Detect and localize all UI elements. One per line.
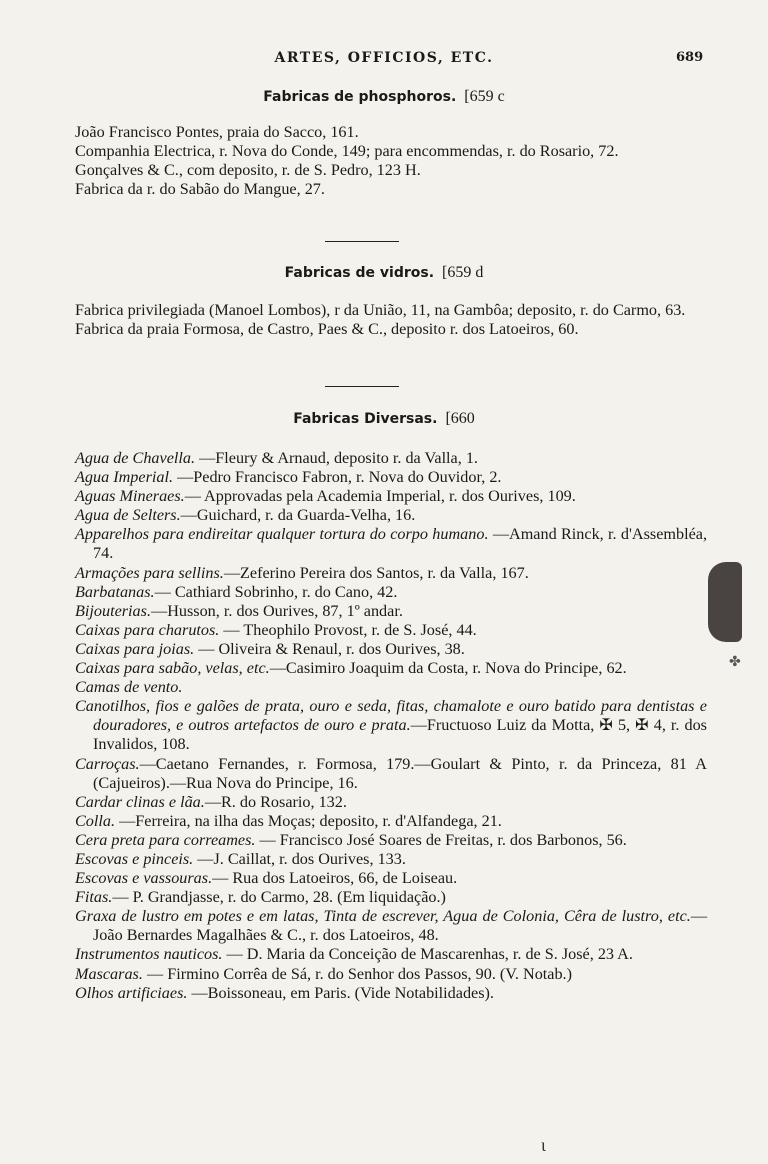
- section-heading-vidros: [0, 264, 768, 282]
- list-item: [75, 621, 707, 640]
- list-item: [75, 793, 707, 812]
- entry-label: Agua de Chavella.: [75, 449, 196, 467]
- section-number: [660: [445, 410, 475, 427]
- section-heading-diversas: [0, 410, 768, 428]
- entry-text: —Casimiro Joaquim da Costa, r. Nova do Principe, 62.: [269, 659, 627, 678]
- margin-ornament-icon: ✤: [729, 655, 741, 670]
- section-entries-phosphoros: [75, 123, 707, 199]
- entry-text: — Theophilo Provost, r. de S. José, 44.: [219, 620, 477, 639]
- entry-text: —Pedro Francisco Fabron, r. Nova do Ouvidor, 2.: [173, 468, 502, 487]
- entry-label: Camas de vento.: [75, 678, 183, 697]
- entry-label: Agua de Selters.: [75, 506, 181, 525]
- list-item: [75, 965, 707, 984]
- running-header: ARTES, OFFICIOS, ETC.: [274, 50, 494, 66]
- entry-label: Caixas para sabão, velas, etc.: [75, 659, 270, 678]
- list-item: [75, 984, 707, 1003]
- entry-text: — Approvadas pela Academia Imperial, r. dos Ourives, 109.: [184, 487, 576, 506]
- entry-text: — D. Maria da Conceição de Mascarenhas, r. de S. José, 23 A.: [222, 945, 633, 964]
- list-item: [75, 487, 707, 506]
- section-number: [659 d: [442, 264, 484, 281]
- entry-label: Caixas para joias.: [75, 639, 195, 658]
- entry-label: Agua Imperial.: [75, 468, 174, 487]
- list-item: [75, 583, 707, 602]
- entry-text: —Caetano Fernandes, r. Formosa, 179.—Goulart & Pinto, r. da Princeza, 81 A (Cajueiros).—Rua Nova do Principe, 16.: [93, 754, 707, 792]
- entry-text: —Guichard, r. da Guarda-Velha, 16.: [180, 506, 416, 525]
- list-item: [75, 525, 707, 563]
- margin-ink-blot: [708, 562, 742, 642]
- list-item: [75, 945, 707, 964]
- entry-label: Mascaras.: [75, 964, 143, 983]
- list-item: [75, 755, 707, 793]
- list-item: [75, 907, 707, 945]
- entry-text: — P. Grandjasse, r. do Carmo, 28. (Em liquidação.): [112, 888, 446, 907]
- entry-label: Armações para sellins.: [75, 563, 224, 582]
- entry-label: Instrumentos nauticos.: [75, 945, 223, 964]
- entry-text: —Zeferino Pereira dos Santos, r. da Valla, 167.: [223, 563, 529, 582]
- list-item: [75, 506, 707, 525]
- entry-text: —Amand Rinck, r. d'Assembléa, 74.: [93, 525, 707, 563]
- list-item: [75, 449, 707, 468]
- list-item: Fabrica da praia Formosa, de Castro, Paes & C., deposito r. dos Latoeiros, 60.: [75, 320, 579, 339]
- section-divider: [325, 386, 399, 387]
- list-item: [75, 697, 707, 754]
- list-item: [75, 602, 707, 621]
- entry-label: Carroças.: [75, 754, 140, 773]
- entry-label: Escovas e pinceis.: [75, 849, 194, 868]
- list-item: Fabrica da r. do Sabão do Mangue, 27.: [75, 180, 325, 199]
- list-item: Companhia Electrica, r. Nova do Conde, 149; para encommendas, r. do Rosario, 72.: [75, 142, 619, 161]
- list-item: Gonçalves & C., com deposito, r. de S. Pedro, 123 H.: [75, 161, 421, 180]
- list-item: [75, 659, 707, 678]
- entry-text: — Rua dos Latoeiros, 66, de Loiseau.: [212, 869, 458, 888]
- entry-label: Graxa de lustro em potes e em latas, Tinta de escrever, Agua de Colonia, Cêra de lustro, etc.: [75, 907, 691, 926]
- list-item: [75, 869, 707, 888]
- list-item: João Francisco Pontes, praia do Sacco, 161.: [75, 123, 359, 141]
- entry-text: — Cathiard Sobrinho, r. do Cano, 42.: [154, 582, 398, 601]
- entry-label: Cardar clinas e lãa.: [75, 792, 205, 811]
- entry-text: —Ferreira, na ilha das Moças; deposito, r. d'Alfandega, 21.: [115, 811, 502, 830]
- list-item: Fabrica privilegiada (Manoel Lombos), r da União, 11, na Gambôa; deposito, r. do Carmo, 63.: [75, 301, 686, 319]
- list-item: [75, 564, 707, 583]
- entry-label: Canotilhos, fios e galões de prata, ouro e seda, fitas, chamalote e ouro batido para dentistas e douradores, e outros artefactos de ouro e prata.: [75, 697, 707, 735]
- entry-label: Escovas e vassouras.: [75, 869, 213, 888]
- section-title: Fabricas Diversas.: [293, 411, 438, 427]
- entry-label: Cera preta para correames.: [75, 830, 256, 849]
- entry-label: Barbatanas.: [75, 582, 155, 601]
- entry-text: — Firmino Corrêa de Sá, r. do Senhor dos Passos, 90. (V. Notab.): [142, 964, 572, 983]
- section-title: Fabricas de vidros.: [284, 265, 435, 281]
- entry-label: Apparelhos para endireitar qualquer tortura do corpo humano.: [75, 525, 489, 544]
- section-divider: [325, 241, 399, 242]
- section-entries-vidros: [75, 301, 707, 339]
- entry-text: —Boissoneau, em Paris. (Vide Notabilidades).: [187, 983, 494, 1002]
- entry-text: — Francisco José Soares de Freitas, r. dos Barbonos, 56.: [255, 830, 627, 849]
- entry-text: —J. Caillat, r. dos Ourives, 133.: [193, 849, 406, 868]
- list-item: [75, 888, 707, 907]
- page-number: 689: [676, 50, 704, 65]
- entry-text: —Fructuoso Luiz da Motta, ✠ 5, ✠ 4, r. dos Invalidos, 108.: [93, 716, 707, 754]
- section-title: Fabricas de phosphoros.: [263, 89, 457, 105]
- entry-text: —Fleury & Arnaud, deposito r. da Valla, 1.: [195, 449, 478, 467]
- entry-text: —Husson, r. dos Ourives, 87, 1º andar.: [151, 601, 403, 620]
- entry-label: Aguas Mineraes.: [75, 487, 185, 506]
- list-item: [75, 640, 707, 659]
- entry-label: Bijouterias.: [75, 601, 151, 620]
- entry-text: — Oliveira & Renaul, r. dos Ourives, 38.: [194, 639, 465, 658]
- list-item: [75, 812, 707, 831]
- entry-text: — João Bernardes Magalhães & C., r. dos Latoeiros, 48.: [93, 907, 707, 945]
- entry-text: —R. do Rosario, 132.: [204, 792, 347, 811]
- entry-label: Caixas para charutos.: [75, 620, 220, 639]
- entry-label: Colla.: [75, 811, 116, 830]
- pencil-mark-icon: ι: [541, 1135, 546, 1155]
- section-entries-diversas: [75, 449, 707, 1003]
- list-item: [75, 468, 707, 487]
- list-item: [75, 678, 707, 697]
- list-item: [75, 850, 707, 869]
- entry-label: Fitas.: [75, 888, 113, 907]
- entry-label: Olhos artificiaes.: [75, 983, 188, 1002]
- section-heading-phosphoros: [0, 88, 768, 106]
- section-number: [659 c: [464, 88, 505, 105]
- list-item: [75, 831, 707, 850]
